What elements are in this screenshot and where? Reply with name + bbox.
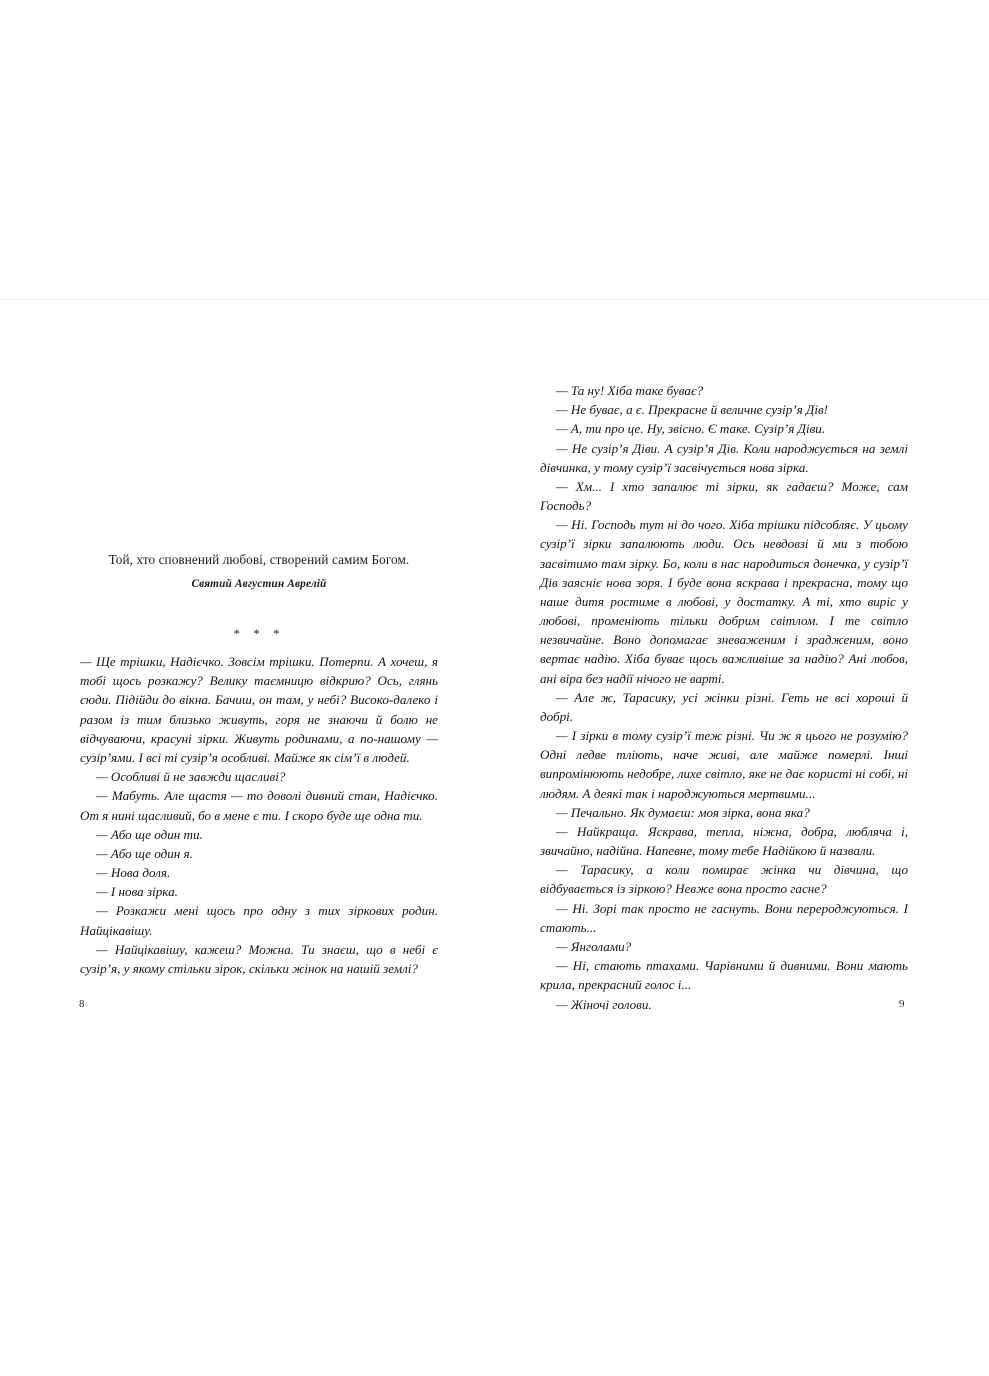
- paragraph: — Хм... І хто запалює ті зірки, як гадаєш? Може, сам Господь?: [540, 478, 908, 514]
- paragraph: — Розкажи мені щось про одну з тих зіркових родин. Найцікавішу.: [80, 903, 438, 938]
- paragraph: — Не буває, а є. Прекрасне й величне сузір’я Дів!: [556, 402, 829, 418]
- paragraph: — Або ще один я.: [96, 845, 193, 861]
- paragraph: — І нова зірка.: [96, 884, 178, 900]
- section-separator: * * *: [233, 626, 285, 642]
- paragraph: — Ще трішки, Надієчко. Зовсім трішки. Потерпи. А хочеш, я тобі щось розкажу? Велику таємницю відкрию? Ось, глянь сюди. Підійди до вікна. Бачиш, он там, у небі? Високо-далеко і разом із тим близько живуть, горя не знаючи й болю не відчуваючи, красуні зірки. Живуть родинами, а по-нашому — сузір’ями. І всі ті сузір’я особливі. Майже як сім’ї в людей.: [80, 654, 438, 765]
- paragraph: — Найцікавішу, кажеш? Можна. Ти знаєш, що в небі є сузір’я, у якому стільки зірок, скільки жінок на нашій землі?: [80, 941, 438, 976]
- page-number-right: 9: [899, 998, 905, 1010]
- paragraph: — Ні. Господь тут ні до чого. Хіба трішки підсобляє. У цьому сузір’ї зірки запалюють люди. Ось невдовзі й ми з тобою засвітимо там зірку. Бо, коли в нас народиться донечка, у сузір’ї Дів заясніє нова зоря. І буде вона яскрава і прекрасна, тому що наше дитя ростиме в любові, у достатку. А ті, хто виріс у любові, променіють тільки добрим світлом. І те світло незвичайне. Воно допомагає зневаженим і зрадженим, воно вертає надію. Хіба буває щось важливіше за надію? Ані любов, ані віра без надії нічого не варті.: [540, 517, 908, 686]
- epigraph-text: Той, хто сповнений любові, створений самим Богом.: [108, 552, 410, 567]
- paragraph: — Особливі й не завжди щасливі?: [96, 769, 286, 785]
- right-page-body: [540, 381, 908, 1014]
- paragraph: — Тарасику, а коли помирає жінка чи дівчина, що відбувається із зіркою? Невже вона просто гасне?: [540, 862, 908, 897]
- left-page-body: [80, 652, 438, 978]
- paragraph: — Не сузір’я Діви. А сузір’я Дів. Коли народжується на землі дівчинка, у тому сузір’ї засвічується нова зірка.: [540, 440, 908, 475]
- page-number-left: 8: [79, 998, 85, 1010]
- paragraph: — Мабуть. Але щастя — то доволі дивний стан, Надієчко. От я нині щасливий, бо в мене є ти. І скоро буде ще одна ти.: [80, 788, 438, 823]
- paragraph: — Печально. Як думаєш: моя зірка, вона яка?: [556, 804, 810, 820]
- epigraph-source: Святий Августин Аврелій: [191, 578, 327, 591]
- paragraph: — Ні. Зорі так просто не гаснуть. Вони перероджуються. І стають...: [540, 900, 908, 935]
- epigraph-block: [80, 550, 438, 590]
- paragraph: — Жіночі голови.: [556, 996, 652, 1012]
- paragraph: — Або ще один ти.: [96, 826, 203, 842]
- paragraph: — І зірки в тому сузір’ї теж різні. Чи ж я цього не розумію? Одні ледве тліють, наче живі, але майже померлі. Інші випромінюють недобре, лихе світло, яке не дає користі ні собі, ні людям. А деякі так і народжуються мертвими...: [540, 728, 908, 801]
- paragraph: — Та ну! Хіба таке буває?: [556, 383, 704, 398]
- left-page: [80, 360, 438, 978]
- paragraph: — Янголами?: [556, 938, 632, 954]
- paragraph: — Але ж, Тарасику, усі жінки різні. Геть не всі хороші й добрі.: [540, 689, 908, 724]
- paragraph: — Найкраща. Яскрава, тепла, ніжна, добра, любляча і, звичайно, надійна. Напевне, тому тебе Надійкою й назвали.: [540, 823, 908, 859]
- paragraph: — А, ти про це. Ну, звісно. Є таке. Сузір’я Діви.: [556, 421, 826, 437]
- header-divider: [0, 299, 989, 300]
- paragraph: — Нова доля.: [96, 865, 171, 881]
- paragraph: — Ні, стають птахами. Чарівними й дивними. Вони мають крила, прекрасний голос і...: [540, 958, 908, 993]
- right-page: [540, 381, 908, 1014]
